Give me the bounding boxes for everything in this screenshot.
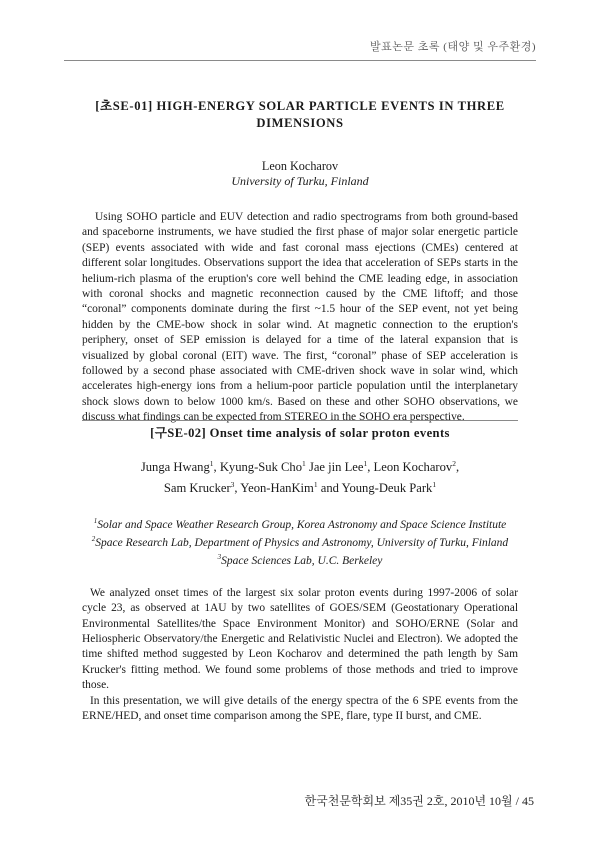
author-name: Leon Kocharov — [373, 460, 453, 475]
header-divider — [64, 60, 536, 61]
section-divider — [82, 420, 518, 421]
affiliation-list — [82, 514, 518, 567]
page-footer: 한국천문학회보 제35권 2호, 2010년 10월 / 45 — [304, 794, 534, 808]
author-affiliation: University of Turku, Finland — [231, 174, 369, 188]
affiliation-marker: 1 — [313, 480, 318, 490]
author-name: Jae jin Lee — [308, 460, 364, 475]
affiliation-marker: 1 — [302, 459, 306, 468]
affiliation-text: Space Sciences Lab, U.C. Berkeley — [221, 554, 383, 567]
affiliation-marker: 1 — [93, 517, 98, 526]
body-paragraph: We analyzed onset times of the largest six solar proton events during 1997-2006 of solar cycle 23, as observed at 1AU by two satellites of GOES/SEM (Geostationary Operational Environmental Satellites/the Space Environment Monitor) and SOHO/ERNE (Solar and Heliospheric Observatory/the Energetic and Relativistic Nuclei and Electron). We adopted the time shifted method suggested by Leon Kocharov and determined the path length by Sam Krucker's fitting method. We found some problems of those methods and tried to improve those. — [82, 586, 518, 692]
running-header: 발표논문 초록 (태양 및 우주환경) — [370, 41, 536, 53]
abstract-title: [초SE-01] HIGH-ENERGY SOLAR PARTICLE EVENTS IN THREE DIMENSIONS — [95, 99, 505, 130]
author-list: Junga Hwang$^1$, Kyung-Suk Cho$^1$ Jae jin Lee$^1$, Leon Kocharov$^2$, Sam Krucker$^3$, Yeon-HanKim$^1$ and Young-Deuk Park$^1$ — [140, 459, 460, 496]
author-name: Junga Hwang — [140, 460, 210, 475]
abstract-se-01 — [82, 98, 518, 426]
abstract-body — [82, 586, 518, 725]
abstract-body: Using SOHO particle and EUV detection and radio spectrograms from both ground-based and spaceborne instruments, we have studied the first phase of major solar energetic particle (SEP) events associated with wide and fast coronal mass ejections (CMEs) centered at different solar longitudes. Observations support the idea that acceleration of SEPs starts in the helium-rich plasma of the eruption's core well behind the CME leading edge, in association with coronal shocks and magnetic reconnection caused by the CME liftoff; and those “coronal” components dominate during the first ~1.5 hour of the SEP event, not yet being hidden by the CME-bow shock in solar wind. At magnetic connection to the eruption's periphery, onset of SEP emission is delayed for a time of the lateral expansion that is visualized by global coronal (EIT) wave. The first, “coronal” phase of SEP acceleration is followed by a second phase associated with CME-driven shock wave in solar wind, which accelerates high-energy ions from a helium-poor particle population until the interplanetary shock slows down to below 1000 km/s. Based on these and other SOHO observations, we discuss what findings can be expected from STEREO in the SOHO era perspective. — [82, 211, 518, 424]
affiliation-marker: 1 — [432, 480, 437, 490]
affiliation-marker: 1 — [209, 459, 214, 468]
author-name: Kyung-Suk Cho — [219, 460, 303, 475]
affiliation-item — [82, 532, 518, 550]
author-name: Young-Deuk Park — [341, 481, 433, 496]
abstract-se-02 — [82, 425, 518, 725]
affiliation-marker: 3 — [217, 553, 222, 562]
affiliation-marker: 2 — [452, 459, 456, 468]
affiliation-marker: 1 — [363, 459, 368, 468]
affiliation-item — [82, 514, 518, 532]
abstract-title: [구SE-02] Onset time analysis of solar proton events — [150, 426, 450, 440]
body-paragraph: In this presentation, we will give details of the energy spectra of the 6 SPE events from the ERNE/HED, and onset time comparison among the SPE, flare, type II burst, and CME. — [82, 694, 518, 723]
affiliation-marker: 2 — [91, 535, 96, 544]
affiliation-text: Solar and Space Weather Research Group, Korea Astronomy and Space Science Institute — [97, 519, 507, 532]
affiliation-marker: 3 — [230, 480, 235, 490]
author-name: Leon Kocharov — [261, 159, 339, 173]
affiliation-text: Space Research Lab, Department of Physics and Astronomy, University of Turku, Finland — [95, 537, 509, 550]
affiliation-item — [82, 550, 518, 568]
author-name: Sam Krucker — [163, 481, 231, 496]
author-name: Yeon-HanKim — [240, 481, 314, 496]
